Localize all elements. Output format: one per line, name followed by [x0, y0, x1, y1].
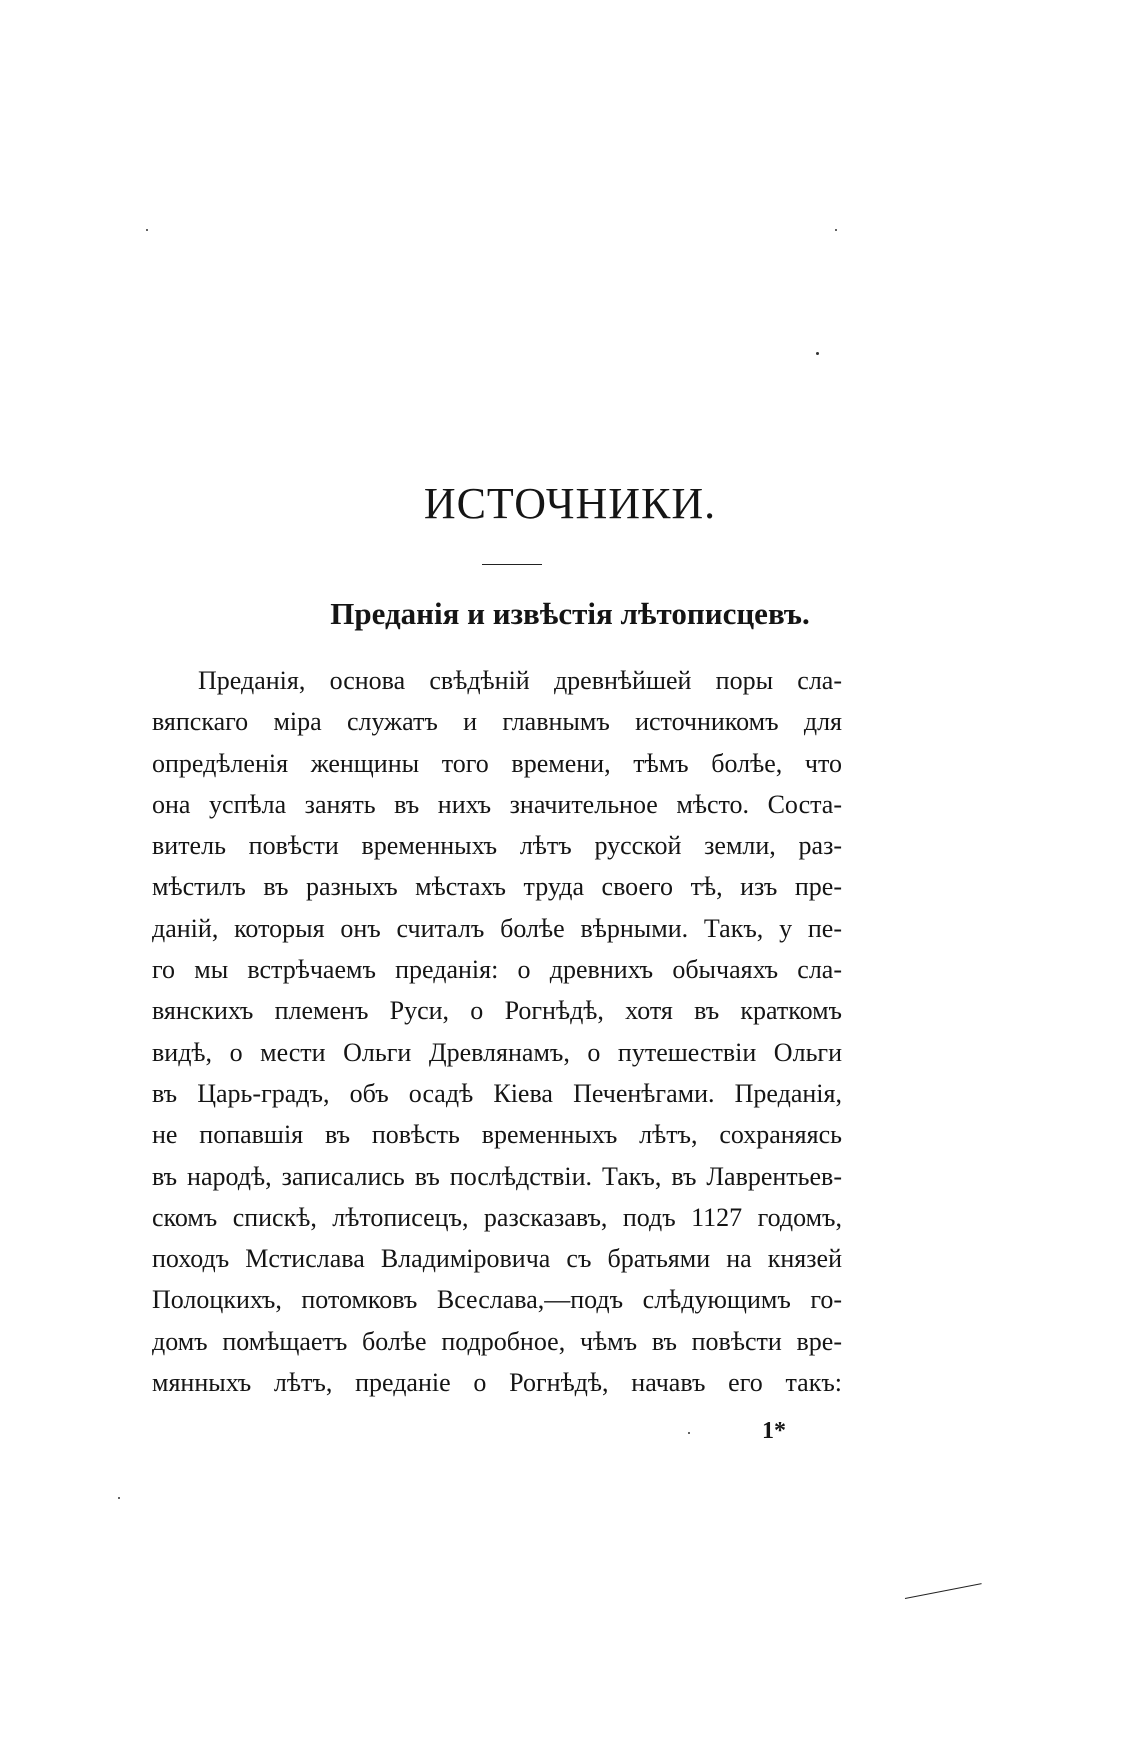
text-line: походъ Мстислава Владиміровича съ братьями на князей: [152, 1244, 842, 1274]
text-line: витель повѣсти временныхъ лѣтъ русской земли, раз-: [152, 831, 842, 861]
text-line: вяпскаго міра служатъ и главнымъ источникомъ для: [152, 707, 842, 737]
scan-speck: [146, 229, 148, 231]
text-line: Преданія, основа свѣдѣній древнѣйшей поры сла-: [198, 666, 842, 695]
text-line: не попавшія въ повѣсть временныхъ лѣтъ, сохраняясь: [152, 1120, 842, 1150]
scan-speck: [118, 1497, 120, 1499]
body-paragraph: [152, 660, 842, 1403]
text-line: она успѣла занять въ нихъ значительное мѣсто. Соста-: [152, 789, 842, 819]
text-line: въ Царь-градъ, объ осадѣ Кіева Печенѣгами. Преданія,: [152, 1078, 842, 1108]
text-line: въ народѣ, записались въ послѣдствіи. Такъ, въ Лаврентьев-: [152, 1161, 842, 1191]
signature-mark: 1*: [762, 1418, 786, 1444]
text-line: вянскихъ племенъ Руси, о Рогнѣдѣ, хотя въ краткомъ: [152, 996, 842, 1026]
section-heading: Преданія и извѣстія лѣтописцевъ.: [330, 596, 810, 631]
chapter-title: ИСТОЧНИКИ.: [423, 479, 717, 528]
scan-speck: [816, 352, 819, 355]
text-line: даній, которыя онъ считалъ болѣе вѣрными. Такъ, у пе-: [152, 913, 842, 943]
scan-mark-line: [905, 1583, 982, 1599]
title-divider: [482, 564, 542, 565]
text-line: опредѣленія женщины того времени, тѣмъ болѣе, что: [152, 748, 842, 778]
text-line: мѣстилъ въ разныхъ мѣстахъ труда своего тѣ, изъ пре-: [152, 872, 842, 902]
text-line: Полоцкихъ, потомковъ Всеслава,—подъ слѣдующимъ го-: [152, 1285, 842, 1315]
text-line: домъ помѣщаетъ болѣе подробное, чѣмъ въ повѣсти вре-: [152, 1326, 842, 1356]
text-line: видѣ, о мести Ольги Древлянамъ, о путешествіи Ольги: [152, 1037, 842, 1067]
scan-speck: [835, 229, 837, 231]
scan-speck: [688, 1432, 690, 1434]
text-line: мянныхъ лѣтъ, преданіе о Рогнѣдѣ, начавъ его такъ:: [152, 1368, 842, 1398]
text-line: скомъ спискѣ, лѣтописецъ, разсказавъ, подъ 1127 годомъ,: [152, 1202, 842, 1232]
text-line: го мы встрѣчаемъ преданія: о древнихъ обычаяхъ сла-: [152, 955, 842, 985]
